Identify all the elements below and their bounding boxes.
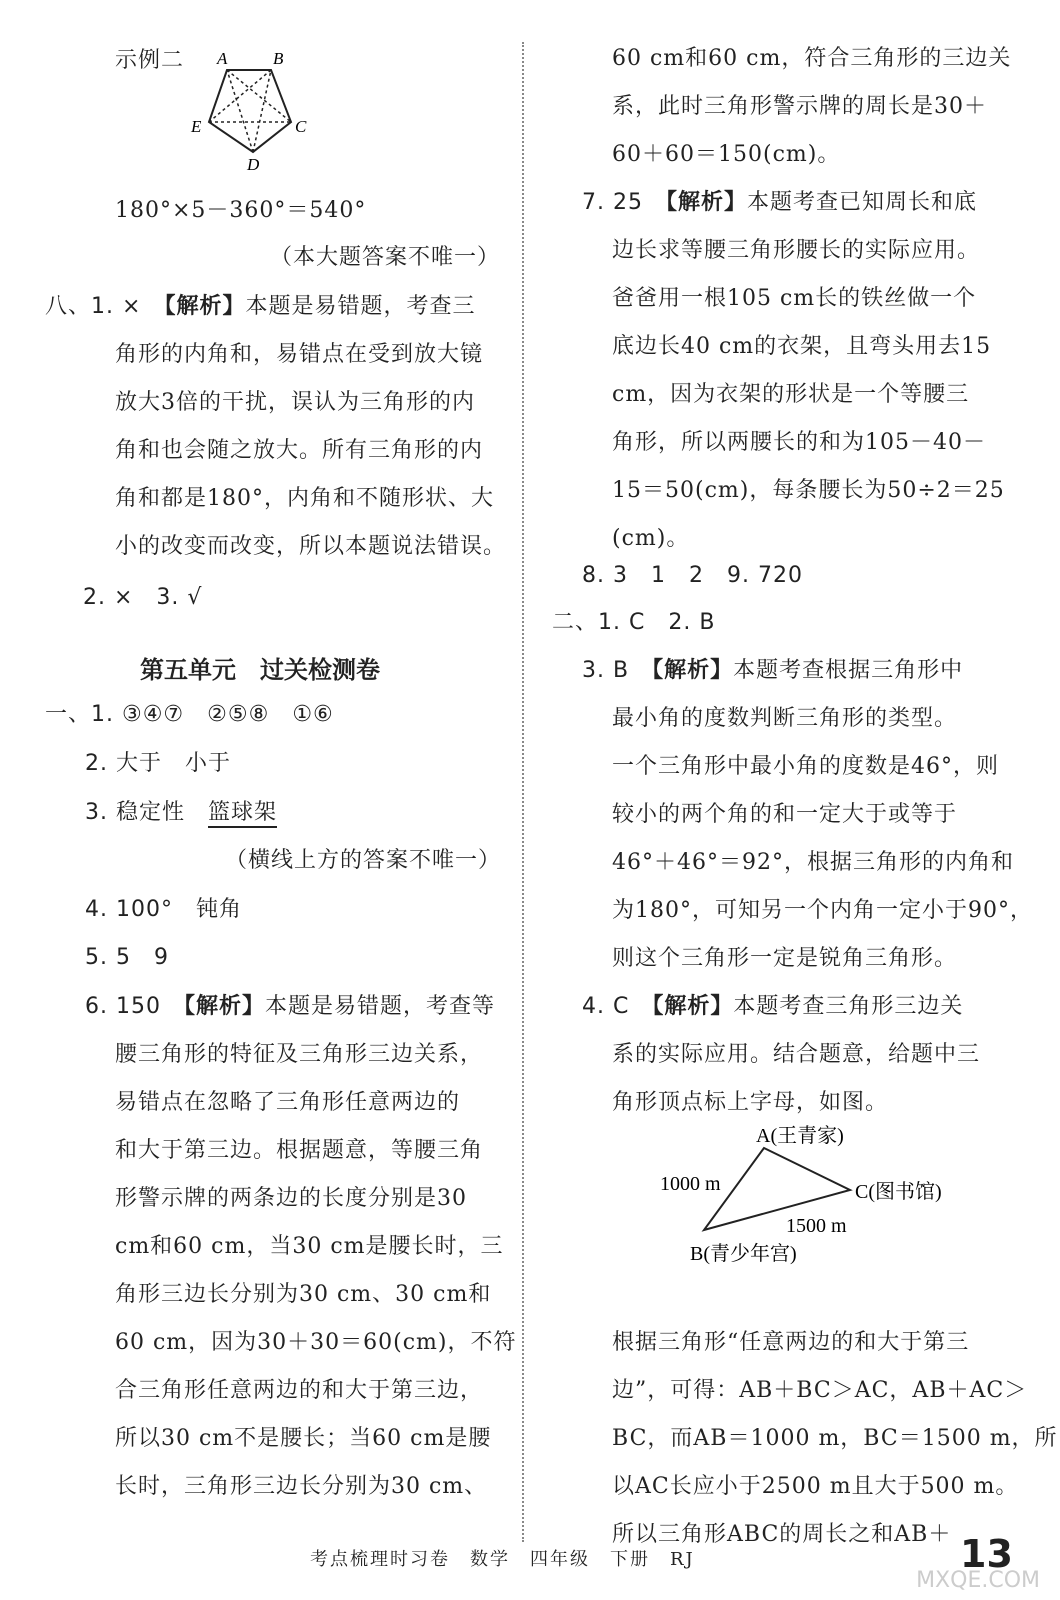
q7-head: 7. 25 (582, 190, 643, 215)
q1-3-answer: 3. 稳定性 (85, 800, 185, 825)
q8-1-line4: 角和也会随之放大。所有三角形的内 (115, 438, 484, 463)
q7-line5: cm，因为衣架的形状是一个等腰三 (612, 382, 970, 407)
unit-title: 第五单元 过关检测卷 (140, 656, 380, 684)
pentagon-label-d: D (247, 155, 260, 170)
q2-4-line7: 以AC长应小于2500 m且大于500 m。 (612, 1474, 1019, 1499)
watermark: MXQE.COM (916, 1568, 1040, 1593)
q2-3-line5: 46°＋46°＝92°，根据三角形的内角和 (612, 850, 1014, 875)
q1-3-note: （横线上方的答案不唯一） (225, 848, 502, 873)
q2-3-line6: 为180°，可知另一个内角一定小于90°， (612, 898, 1033, 923)
q2-4-line4: 根据三角形“任意两边的和大于第三 (612, 1330, 970, 1355)
q2-4-line3: 角形顶点标上字母，如图。 (612, 1090, 889, 1115)
q8-1-line3: 放大3倍的干扰，误认为三角形的内 (115, 390, 475, 415)
pentagon-label-e: E (191, 117, 202, 136)
q2-3-head: 3. B (582, 658, 630, 683)
footer-text: 考点梳理时习卷 数学 四年级 下册 RJ (310, 1549, 695, 1570)
q7-line3: 爸爸用一根105 cm长的铁丝做一个 (612, 286, 977, 311)
pentagon-label-c: C (295, 117, 307, 136)
q1-6-line3: 易错点在忽略了三角形任意两边的 (115, 1090, 461, 1115)
q1-6-line14: 60＋60＝150(cm)。 (612, 142, 841, 167)
q2-3-line1: 本题考查根据三角形中 (733, 658, 964, 683)
q1-6-line12: 60 cm和60 cm，符合三角形的三边关 (612, 46, 1012, 71)
q2-4-line2: 系的实际应用。结合题意，给题中三 (612, 1042, 981, 1067)
q2-4-line6: BC，而AB＝1000 m，BC＝1500 m，所 (612, 1426, 1058, 1451)
q7-line2: 边长求等腰三角形腰长的实际应用。 (612, 238, 981, 263)
q1-6-line10: 所以30 cm不是腰长；当60 cm是腰 (115, 1426, 492, 1451)
q1-6-line2: 腰三角形的特征及三角形三边关系， (115, 1042, 484, 1067)
q8-1-analysis-tag: 【解析】 (164, 294, 246, 319)
q7-line7: 15＝50(cm)，每条腰长为50÷2＝25 (612, 478, 1005, 503)
pentagon-label-b: B (273, 49, 284, 68)
q2-3-line3: 一个三角形中最小角的度数是46°，则 (612, 754, 999, 779)
q1-6-line4: 和大于第三边。根据题意，等腰三角 (115, 1138, 484, 1163)
q2-3-line7: 则这个三角形一定是锐角三角形。 (612, 946, 958, 971)
q1-6-line8: 60 cm，因为30＋30＝60(cm)，不符 (115, 1330, 517, 1355)
q1-6-line11: 长时，三角形三边长分别为30 cm、 (115, 1474, 488, 1499)
q8-1-line1: 本题是易错题，考查三 (245, 294, 476, 319)
q7-line1: 本题考查已知周长和底 (747, 190, 978, 215)
q2-4-line5: 边”，可得：AB＋BC＞AC，AB＋AC＞ (612, 1378, 1028, 1403)
triangle-label-a: A(王青家) (756, 1125, 844, 1147)
example-two-note: （本大题答案不唯一） (270, 245, 501, 270)
q8-1-line5: 角和都是180°，内角和不随形状、大 (115, 486, 494, 511)
q1-1-answer: 一、1. ③④⑦ ②⑤⑧ ①⑥ (45, 702, 334, 727)
q7-line8: (cm)。 (612, 526, 690, 551)
example-two-formula: 180°×5－360°＝540° (115, 198, 367, 223)
q8-2-3-answers: 2. × 3. √ (83, 585, 203, 610)
q7-line4: 底边长40 cm的衣架，且弯头用去15 (612, 334, 992, 359)
q1-6-analysis-tag: 【解析】 (184, 994, 266, 1019)
triangle-side-ab: 1000 m (660, 1173, 721, 1195)
triangle-label-c: C(图书馆) (855, 1181, 942, 1203)
triangle-figure (650, 1120, 1010, 1270)
q1-6-line6: cm和60 cm，当30 cm是腰长时，三 (115, 1234, 504, 1259)
q2-3-analysis-tag: 【解析】 (652, 658, 734, 683)
q1-5-answer: 5. 5 9 (85, 945, 169, 970)
q2-1-2-answers: 二、1. C 2. B (552, 610, 716, 635)
q2-4-line1: 本题考查三角形三边关 (733, 994, 964, 1019)
pentagon-figure (185, 40, 315, 170)
q8-1-line2: 角形的内角和，易错点在受到放大镜 (115, 342, 484, 367)
q8-9-answers: 8. 3 1 2 9. 720 (582, 563, 803, 588)
q1-6-line5: 形警示牌的两条边的长度分别是30 (115, 1186, 467, 1211)
pentagon-label-a: A (217, 49, 228, 68)
q1-6-head: 6. 150 (85, 994, 161, 1019)
q2-4-line8: 所以三角形ABC的周长之和AB＋ (612, 1522, 952, 1547)
q2-4-analysis-tag: 【解析】 (652, 994, 734, 1019)
q2-3-line2: 最小角的度数判断三角形的类型。 (612, 706, 958, 731)
q1-3-underlined-answer: 篮球架 (208, 800, 277, 828)
example-two-label: 示例二 (115, 48, 185, 73)
q8-1-head: 八、1. × (45, 294, 142, 319)
q1-6-line1: 本题是易错题，考查等 (265, 994, 496, 1019)
triangle-side-bc: 1500 m (786, 1215, 847, 1237)
q1-2-answer: 2. 大于 小于 (85, 751, 231, 776)
triangle-label-b: B(青少年宫) (690, 1243, 797, 1265)
q7-analysis-tag: 【解析】 (666, 190, 748, 215)
q8-1-line6: 小的改变而改变，所以本题说法错误。 (115, 534, 507, 559)
q7-line6: 角形，所以两腰长的和为105－40－ (612, 430, 986, 455)
q1-6-line13: 系，此时三角形警示牌的周长是30＋ (612, 94, 987, 119)
q1-6-line9: 合三角形任意两边的和大于第三边， (115, 1378, 484, 1403)
q2-4-head: 4. C (582, 994, 630, 1019)
q2-3-line4: 较小的两个角的和一定大于或等于 (612, 802, 958, 827)
q1-4-answer: 4. 100° 钝角 (85, 897, 242, 922)
page-number: 13 (960, 1532, 1013, 1576)
q1-6-line7: 角形三边长分别为30 cm、30 cm和 (115, 1282, 492, 1307)
column-divider (522, 42, 524, 1542)
